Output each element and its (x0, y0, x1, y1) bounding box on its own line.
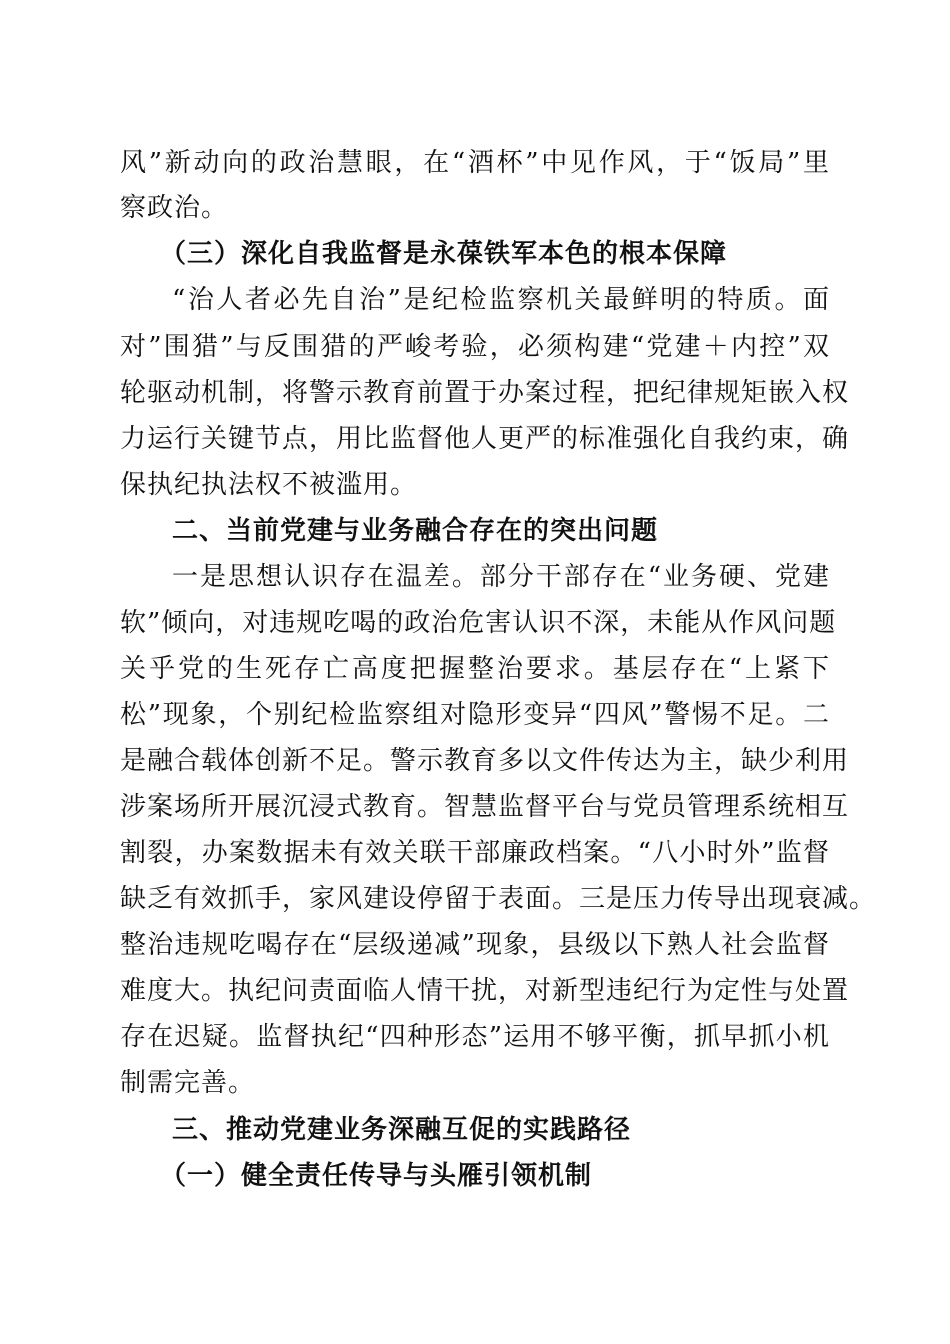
paragraph-line: 对”围猎”与反围猎的严峻考验，必须构建“党建＋内控”双 (120, 332, 830, 362)
section-heading-1-3: （三）深化自我监督是永葆铁军本色的根本保障 (160, 239, 728, 269)
section-heading-3-1: （一）健全责任传导与头雁引领机制 (160, 1161, 593, 1191)
section-heading-3: 三、推动党建业务深融互促的实践路径 (172, 1115, 632, 1145)
paragraph-line: 存在迟疑。监督执纪“四种形态”运用不够平衡，抓早抓小机 (120, 1022, 830, 1052)
paragraph-line: 察政治。 (120, 193, 229, 223)
section-heading-2: 二、当前党建与业务融合存在的突出问题 (172, 516, 659, 546)
paragraph-line: 制需完善。 (120, 1068, 256, 1098)
paragraph-line: 是融合载体创新不足。警示教育多以文件传达为主，缺少利用 (120, 746, 850, 776)
paragraph-line: 一是思想认识存在温差。部分干部存在“业务硬、党建 (172, 562, 830, 592)
paragraph-line: 力运行关键节点，用比监督他人更严的标准强化自我约束，确 (120, 424, 850, 454)
paragraph-line: 缺乏有效抓手，家风建设停留于表面。三是压力传导出现衰减。 (120, 884, 877, 914)
paragraph-line: 软”倾向，对违规吃喝的政治危害认识不深，未能从作风问题 (120, 608, 837, 638)
paragraph-line: 难度大。执纪问责面临人情干扰，对新型违纪行为定性与处置 (120, 976, 850, 1006)
paragraph-line: 轮驱动机制，将警示教育前置于办案过程，把纪律规矩嵌入权 (120, 378, 850, 408)
paragraph-line: 涉案场所开展沉浸式教育。智慧监督平台与党员管理系统相互 (120, 792, 850, 822)
paragraph-line: 风”新动向的政治慧眼，在“酒杯”中见作风，于“饭局”里 (120, 148, 830, 178)
paragraph-line: 松”现象，个别纪检监察组对隐形变异“四风”警惕不足。二 (120, 700, 830, 730)
paragraph-line: “治人者必先自治”是纪检监察机关最鲜明的特质。面 (172, 285, 830, 315)
paragraph-line: 关乎党的生死存亡高度把握整治要求。基层存在“上紧下 (120, 654, 830, 684)
paragraph-line: 割裂，办案数据未有效关联干部廉政档案。“八小时外”监督 (120, 838, 830, 868)
paragraph-line: 保执纪执法权不被滥用。 (120, 470, 418, 500)
paragraph-line: 整治违规吃喝存在“层级递减”现象，县级以下熟人社会监督 (120, 930, 830, 960)
